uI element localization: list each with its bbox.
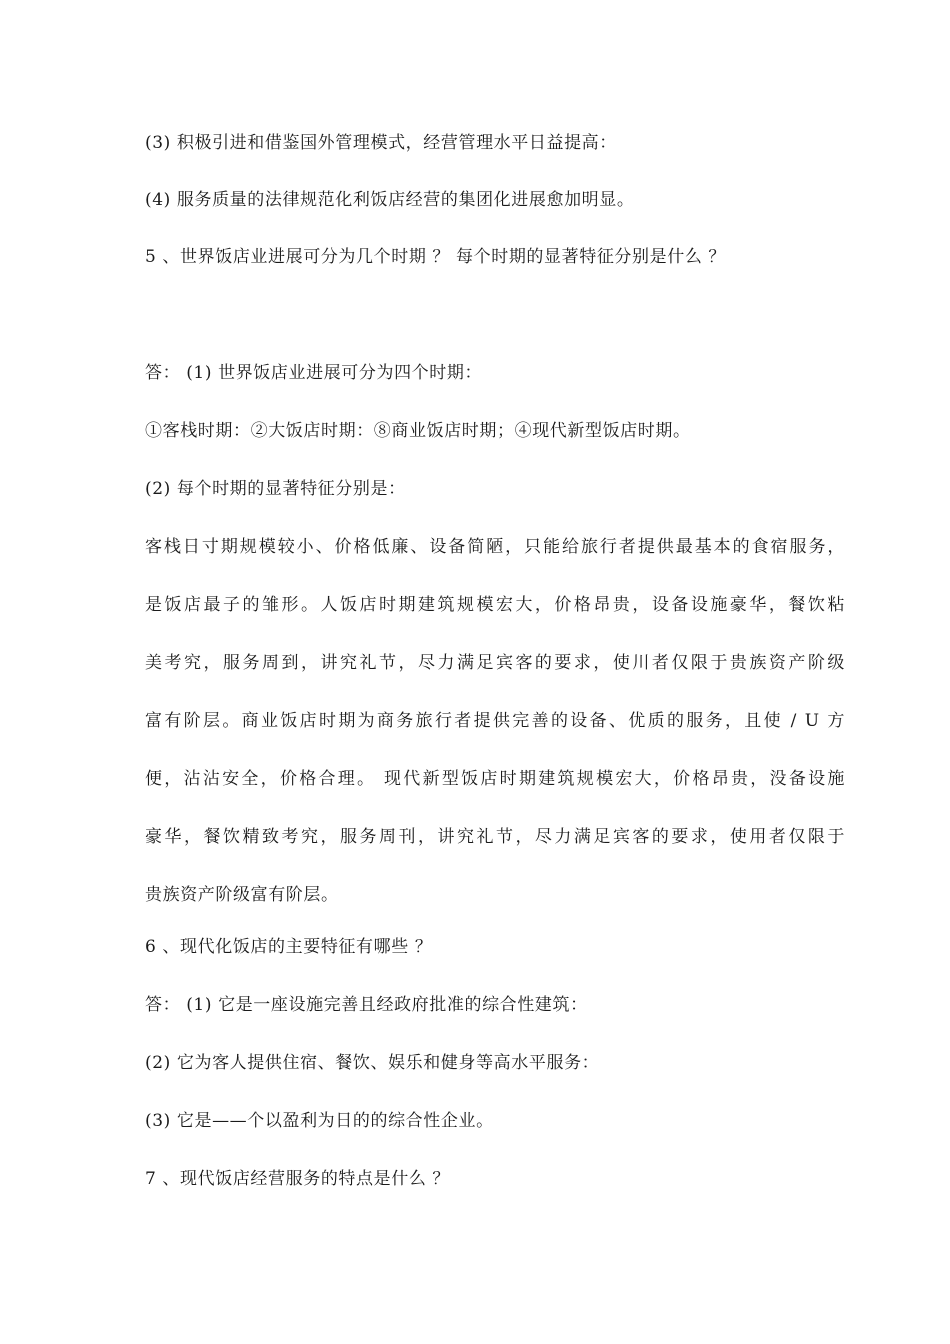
answer-6-item-3: (3) 它是——个以盈利为日的的综合性企业。 [145, 1111, 494, 1131]
question-5: 5 、世界饭店业进展可分为几个时期 ？ 每个时期的显著特征分别是什么 ？ [145, 247, 727, 267]
answer-6-item-2: (2) 它为客人提供住宿、餐饮、娱乐和健身等高水平服务： [145, 1053, 600, 1073]
question-6: 6 、现代化饭店的主要特征有哪些 ？ [145, 937, 433, 957]
paragraph-line: 豪华，餐饮精致考究，服务周刊，讲究礼节，尽力满足宾客的要求，使用者仅限于 [145, 827, 845, 847]
paragraph-line: 客栈日寸期规模较小、价格低廉、设备简陋，只能给旅行者提供最基本的食宿服务， [145, 537, 845, 557]
answer-5-intro: 答： (1) 世界饭店业进展可分为四个时期： [145, 363, 483, 383]
item-4-line: (4) 服务质量的法律规范化利饭店经营的集团化进展愈加明显。 [145, 190, 635, 210]
question-7: 7 、现代饭店经营服务的特点是什么 ？ [145, 1169, 451, 1189]
paragraph-line: 贵族资产阶级富有阶层。 [145, 885, 339, 905]
paragraph-line: 富有阶层。商业饭店时期为商务旅行者提供完善的设备、优质的服务，且使 / U 方 [145, 711, 845, 731]
answer-6-item-1: 答： (1) 它是一座设施完善且经政府批准的综合性建筑： [145, 995, 588, 1015]
paragraph-line: 是饭店最子的雏形。人饭店时期建筑规模宏大，价格昂贵，设备设施豪华，餐饮粘 [145, 595, 845, 615]
answer-5-paragraph [145, 536, 845, 942]
answer-5-features-heading: (2) 每个时期的显著特征分别是： [145, 479, 406, 499]
paragraph-line: 便，沾沾安全，价格合理。 现代新型饭店时期建筑规模宏大，价格昂贵，没备设施 [145, 769, 845, 789]
item-3-line: (3) 积极引进和借鉴国外管理模式，经营管理水平日益提高： [145, 133, 617, 153]
paragraph-line: 美考究，服务周到，讲究礼节，尽力满足宾客的要求，使川者仅限于贵族资产阶级 [145, 653, 845, 673]
answer-5-periods: ①客栈时期：②大饭店时期：⑧商业饭店时期；④现代新型饭店时期。 [145, 421, 691, 441]
